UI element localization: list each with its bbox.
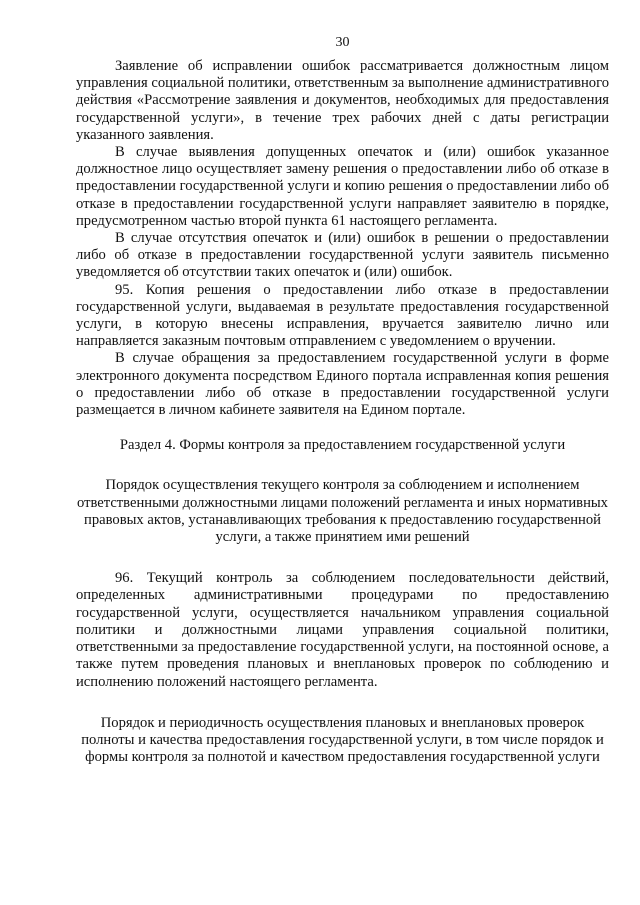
page-number: 30: [335, 35, 350, 50]
paragraph-errors-found: В случае выявления допущенных опечаток и (или) ошибок указанное должностное лицо осуществляет замену решения о предоставлении либо об отказе в предоставлении государственной услуги и копию решения о предоставлении либо об отказе в предоставлении государственной услуги направляет заявителю в порядке, предусмотренном частью второй пункта 61 настоящего регламента.: [76, 144, 609, 229]
paragraph-no-errors: В случае отсутствия опечаток и (или) ошибок в решении о предоставлении либо об отказе в предоставлении государственной услуги заявитель письменно уведомляется об отсутствии таких опечаток и (или) ошибок.: [76, 230, 609, 281]
paragraph-95: 95. Копия решения о предоставлении либо отказе в предоставлении государственной услуги, выдаваемая в результате предоставления государственной услуги, в которую внесены исправления, вручается заявителю лично или направляется заказным почтовым отправлением с уведомлением о вручении.: [76, 281, 609, 350]
paragraph-electronic-document: В случае обращения за предоставлением государственной услуги в форме электронного документа посредством Единого портала исправленная копия решения о предоставлении либо об отказе в предоставлении государственной услуги размещается в личном кабинете заявителя на Едином портале.: [76, 350, 609, 419]
section-4-heading: Раздел 4. Формы контроля за предоставлением государственной услуги: [119, 437, 566, 454]
subheading-current-control: Порядок осуществления текущего контроля за соблюдением и исполнением ответственными должностными лицами положений регламента и иных нормативных правовых актов, устанавливающих требования к предоставлению государственной услуги, а также принятием ими решений: [77, 477, 608, 546]
paragraph-96: 96. Текущий контроль за соблюдением последовательности действий, определенных административными процедурами по предоставлению государственной услуги, осуществляется начальником управления социальной политики и должностными лицами управления социальной политики, ответственными за предоставление государственной услуги, на постоянной основе, а также путем проведения плановых и внеплановых проверок по соблюдению и исполнению положений настоящего регламента.: [76, 570, 609, 690]
paragraph-error-correction-review: Заявление об исправлении ошибок рассматривается должностным лицом управления социальной политики, ответственным за выполнение административного действия «Рассмотрение заявления и документов, необходимых для предоставления государственной услуги», в течение трех рабочих дней с даты регистрации указанного заявления.: [76, 58, 609, 143]
subheading-planned-inspections: Порядок и периодичность осуществления плановых и внеплановых проверок полноты и качества предоставления государственной услуги, в том числе порядок и формы контроля за полнотой и качеством предоставления государственной услуги: [81, 714, 604, 766]
